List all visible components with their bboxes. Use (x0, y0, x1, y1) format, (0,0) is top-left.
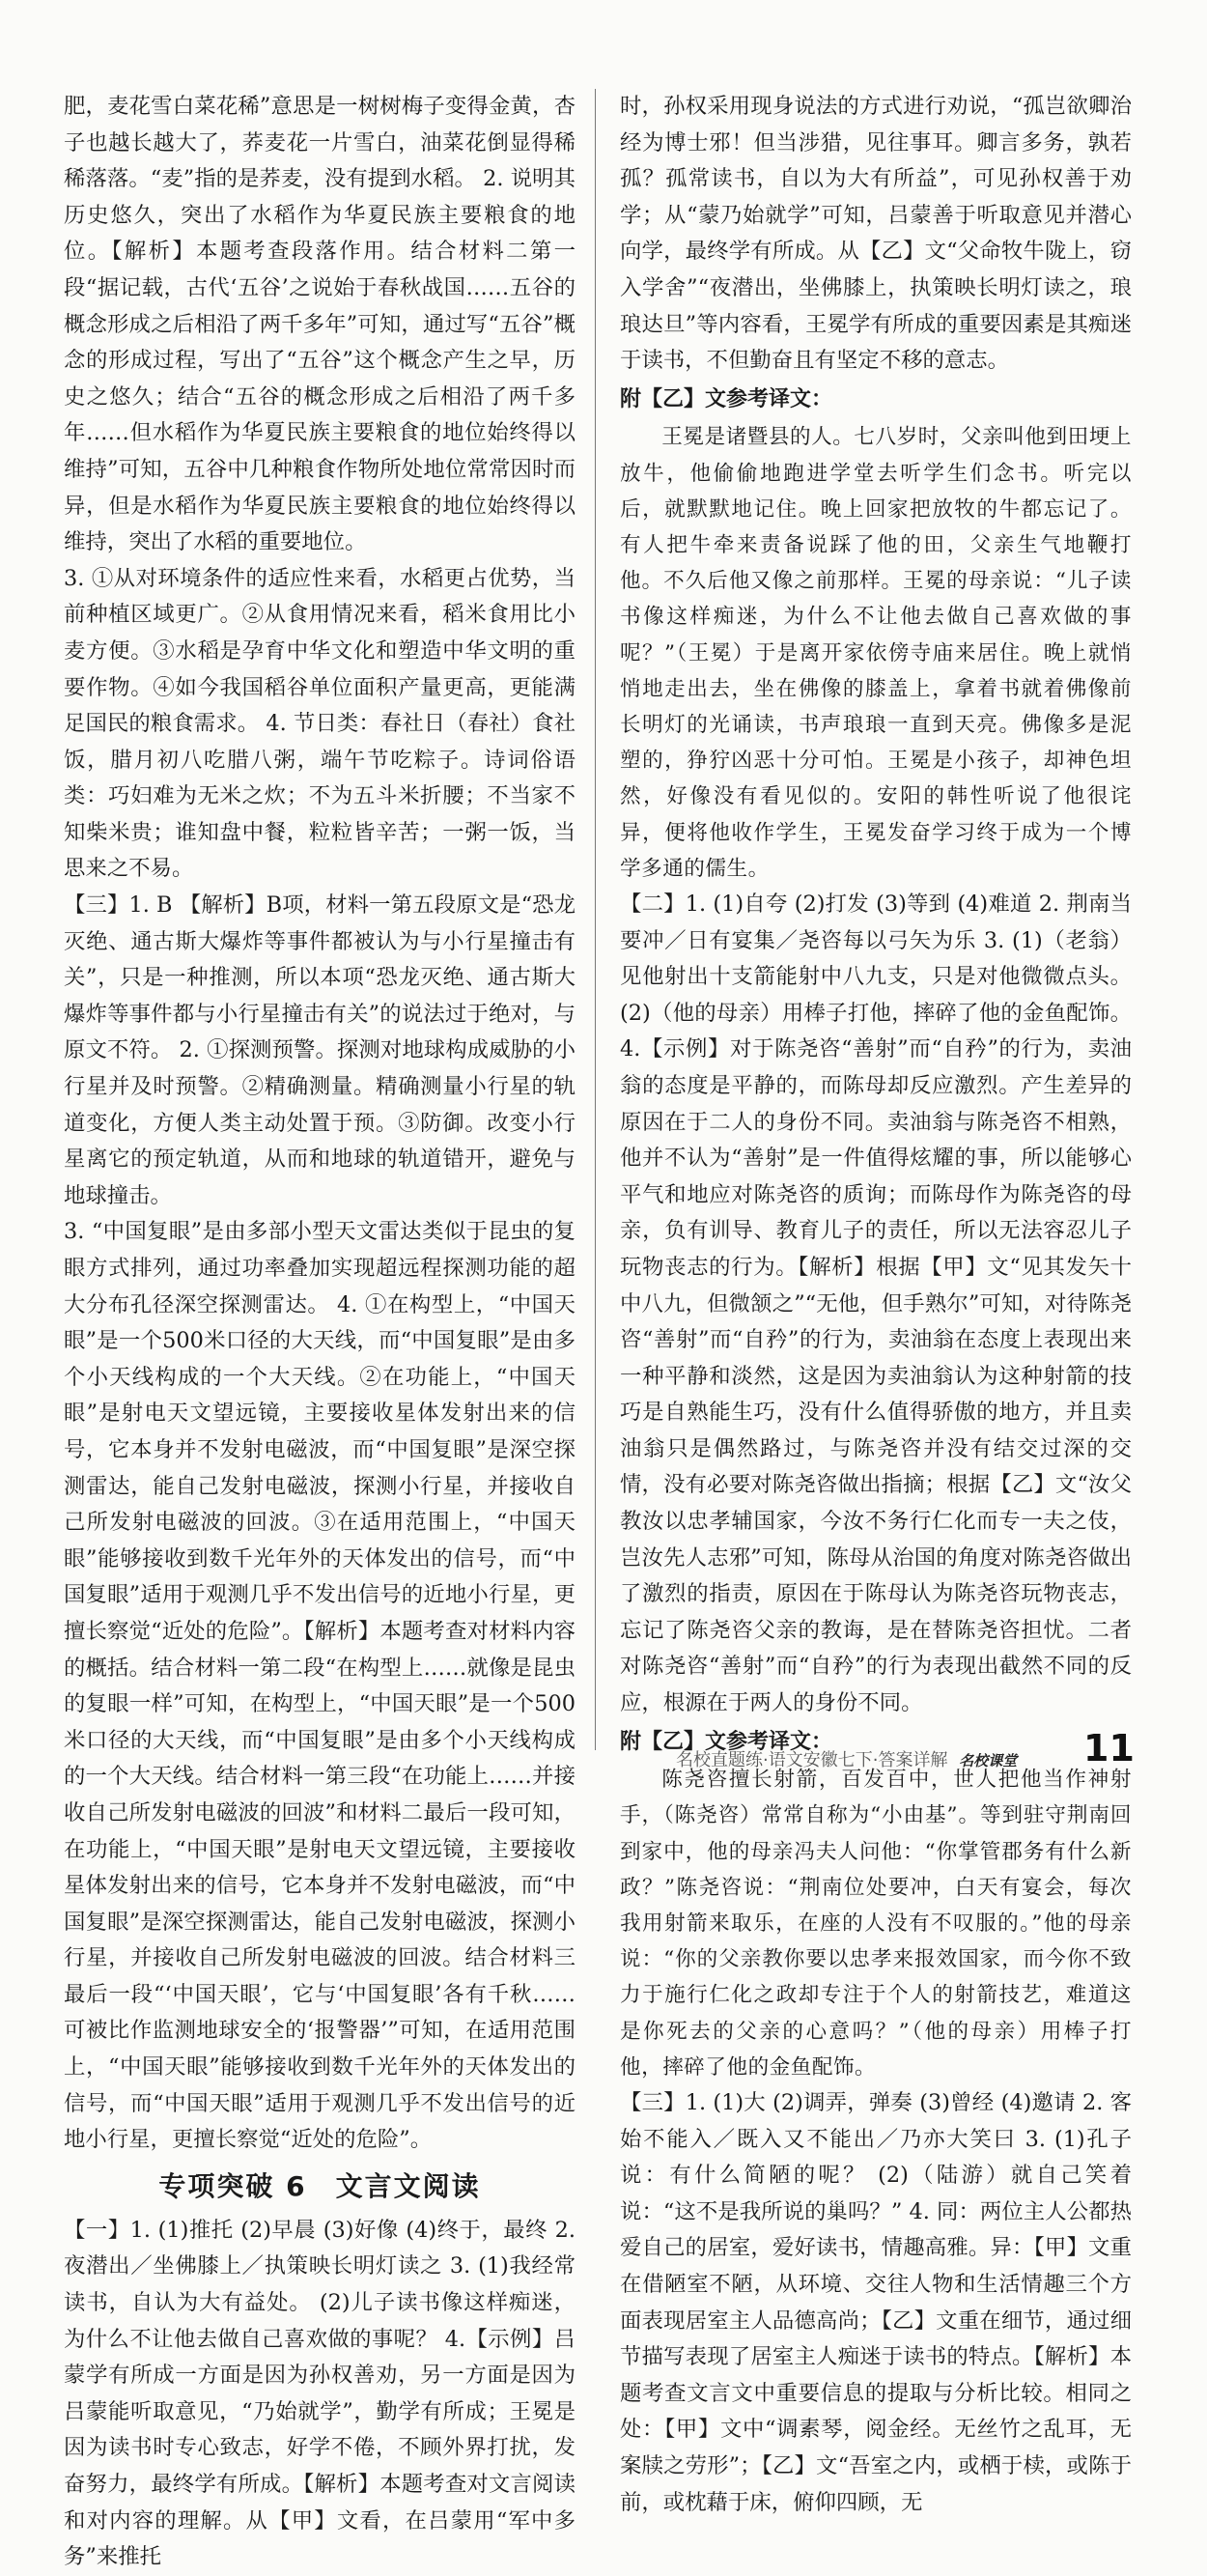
answer-paragraph: 【一】1. (1)推托 (2)早晨 (3)好像 (4)终于，最终 2. 夜潜出／坐佛膝上／执策映长明灯读之 3. (1)我经常读书，自认为大有益处。 (2)儿子读书像这样痴迷，为什么不让他去做自己喜欢做的事呢？ 4.【示例】吕蒙学有所成一方面是因为孙权善劝，另一方面是因为吕蒙能听取意见，“乃始就学”，勤学有所成；王冕是因为读书时专心致志，好学不倦，不顾外界打扰，发奋努力，最终学有所成。【解析】本题考查对文言阅读和对内容的理解。从【甲】文看，在吕蒙用“军中多务”来推托 (64, 2217, 575, 2570)
footer-brand: 名校课堂 (959, 1752, 1018, 1769)
footer-text: 名校直题练·语文安徽七下·答案详解 (676, 1750, 948, 1770)
answer-paragraph: 【三】1. B 【解析】B项，材料一第五段原文是“恐龙灭绝、通古斯大爆炸等事件都被认为与小行星撞击有关”，只是一种推测，所以本项“恐龙灭绝、通古斯大爆炸等事件都与小行星撞击有关”的说法过于绝对，与原文不符。 2. ①探测预警。探测对地球构成威胁的小行星并及时预警。②精确测量。精确测量小行星的轨道变化，方便人类主动处置于预。③防御。改变小行星离它的预定轨道，从而和地球的轨道错开，避免与地球撞击。 (64, 892, 575, 1208)
left-column (64, 89, 575, 2570)
answer-paragraph: 肥，麦花雪白菜花稀”意思是一树树梅子变得金黄，杏子也越长越大了，荞麦花一片雪白，油菜花倒显得稀稀落落。“麦”指的是荞麦，没有提到水稻。 2. 说明其历史悠久，突出了水稻作为华夏民族主要粮食的地位。【解析】本题考查段落作用。结合材料二第一段“据记载，古代‘五谷’之说始于春秋战国……五谷的概念形成之后相沿了两千多年”可知，通过写“五谷”概念的形成过程，写出了“五谷”这个概念产生之早，历史之悠久；结合“五谷的概念形成之后相沿了两千多年……但水稻作为华夏民族主要粮食的地位始终得以维持”可知，五谷中几种粮食作物所处地位常常因时而异，但是水稻作为华夏民族主要粮食的地位始终得以维持，突出了水稻的重要地位。 (64, 94, 575, 555)
answer-paragraph: 【二】1. (1)自夸 (2)打发 (3)等到 (4)难道 2. 荆南当要冲／日有宴集／尧咨每以弓矢为乐 3. (1)（老翁）见他射出十支箭能射中八九支，只是对他微微点头。 (2)（他的母亲）用棒子打他，摔碎了他的金鱼配饰。 4.【示例】对于陈尧咨“善射”而“自矜”的行为，卖油翁的态度是平静的，而陈母却反应激烈。产生差异的原因在于二人的身份不同。卖油翁与陈尧咨不相熟，他并不认为“善射”是一件值得炫耀的事，所以能够心平气和地应对陈尧咨的质询；而陈母作为陈尧咨的母亲，负有训导、教育儿子的责任，所以无法容忍儿子玩物丧志的行为。【解析】根据【甲】文“见其发矢十中八九，但微颔之”“无他，但手熟尔”可知，对待陈尧咨“善射”而“自矜”的行为，卖油翁在态度上表现出来一种平静和淡然，这是因为卖油翁认为这种射箭的技巧是自熟能生巧，没有什么值得骄傲的地方，并且卖油翁只是偶然路过，与陈尧咨并没有结交过深的交情，没有必要对陈尧咨做出指摘；根据【乙】文“汝父教汝以忠孝辅国家，今汝不务行仁化而专一夫之伎，岂汝先人志邪”可知，陈母从治国的角度对陈尧咨做出了激烈的指责，原因在于陈母认为陈尧咨玩物丧志，忘记了陈尧咨父亲的教诲，是在替陈尧咨担忧。二者对陈尧咨“善射”而“自矜”的行为表现出截然不同的反应，根源在于两人的身份不同。 (620, 891, 1132, 1716)
answer-paragraph: 【三】1. (1)大 (2)调弄，弹奏 (3)曾经 (4)邀请 2. 客始不能入／既入又不能出／乃亦大笑曰 3. (1)孔子说：有什么简陋的呢？ (2)（陆游）就自己笑着说：“这不是我所说的巢吗？” 4. 同：两位主人公都热爱自己的居室，爱好读书，情趣高雅。异：【甲】文重在借陋室不陋，从环境、交往人物和生活情趣三个方面表现居室主人品德高尚；【乙】文重在细节，通过细节描写表现了居室主人痴迷于读书的特点。【解析】本题考查文言文中重要信息的提取与分析比较。相同之处：【甲】文中“调素琴，阅金经。无丝竹之乱耳，无案牍之劳形”；【乙】文“吾室之内，或栖于椟，或陈于前，或枕藉于床，俯仰四顾，无 (620, 2090, 1132, 2515)
translation-paragraph: 王冕是诸暨县的人。七八岁时，父亲叫他到田埂上放牛，他偷偷地跑进学堂去听学生们念书。听完以后，就默默地记住。晚上回家把放牧的牛都忘记了。有人把牛牵来责备说踩了他的田，父亲生气地鞭打他。不久后他又像之前那样。王冕的母亲说：“儿子读书像这样痴迷，为什么不让他去做自己喜欢做的事呢？”（王冕）于是离开家依傍寺庙来居住。晚上就悄悄地走出去，坐在佛像的膝盖上，拿着书就着佛像前长明灯的光诵读，书声琅琅一直到天亮。佛像多是泥塑的，狰狞凶恶十分可怕。王冕是小孩子，却神色坦然，好像没有看见似的。安阳的韩性听说了他很诧异，便将他收作学生，王冕发奋学习终于成为一个博学多通的儒生。 (620, 425, 1132, 881)
translation-heading: 附【乙】文参考译文： (620, 1729, 833, 1754)
translation-heading: 附【乙】文参考译文： (620, 386, 833, 411)
answer-paragraph: 3. “中国复眼”是由多部小型天文雷达类似于昆虫的复眼方式排列，通过功率叠加实现超远程探测功能的超大分布孔径深空探测雷达。 4. ①在构型上，“中国天眼”是一个500米口径的大天线，而“中国复眼”是由多个小天线构成的一个大天线。②在功能上，“中国天眼”是射电天文望远镜，主要接收星体发射出来的信号，它本身并不发射电磁波，而“中国复眼”是深空探测雷达，能自己发射电磁波，探测小行星，并接收自己所发射电磁波的回波。③在适用范围上，“中国天眼”能够接收到数千光年外的天体发出的信号，而“中国复眼”适用于观测几乎不发出信号的近地小行星，更擅长察觉“近处的危险”。【解析】本题考查对材料内容的概括。结合材料一第二段“在构型上……就像是昆虫的复眼一样”可知，在构型上，“中国天眼”是一个500米口径的大天线，而“中国复眼”是由多个小天线构成的一个大天线。结合材料一第三段“在功能上……并接收自己所发射电磁波的回波”和材料二最后一段可知，在功能上，“中国天眼”是射电天文望远镜，主要接收星体发射出来的信号，它本身并不发射电磁波，而“中国复眼”是深空探测雷达，能自己发射电磁波，探测小行星，并接收自己所发射电磁波的回波。结合材料三最后一段“‘中国天眼’，它与‘中国复眼’各有千秋……可被比作监测地球安全的‘报警器’”可知，在适用范围上，“中国天眼”能够接收到数千光年外的天体发出的信号，而“中国天眼”适用于观测几乎不发出信号的近地小行星，更擅长察觉“近处的危险”。 (64, 1219, 575, 2153)
page-number: 11 (1083, 1727, 1135, 1769)
right-column (620, 89, 1132, 2515)
column-divider (595, 89, 596, 1750)
answer-paragraph: 3. ①从对环境条件的适应性来看，水稻更占优势，当前种植区域更广。②从食用情况来看，稻米食用比小麦方便。③水稻是孕育中华文化和塑造中华文明的重要作物。④如今我国稻谷单位面积产量更高，更能满足国民的粮食需求。 4. 节日类：春社日（春社）食社饭，腊月初八吃腊八粥，端午节吃粽子。诗词俗语类：巧妇难为无米之炊；不为五斗米折腰；不当家不知柴米贵；谁知盘中餐，粒粒皆辛苦；一粥一饭，当思来之不易。 (64, 565, 575, 882)
page-footer (676, 1746, 1017, 1771)
translation-paragraph: 陈尧咨擅长射箭，百发百中，世人把他当作神射手，（陈尧咨）常常自称为“小由基”。等到驻守荆南回到家中，他的母亲冯夫人问他：“你掌管郡务有什么新政？”陈尧咨说：“荆南位处要冲，白天有宴会，每次我用射箭来取乐，在座的人没有不叹服的。”他的母亲说：“你的父亲教你要以忠孝来报效国家，而今你不致力于施行仁化之政却专注于个人的射箭技艺，难道这是你死去的父亲的心意吗？”（他的母亲）用棒子打他，摔碎了他的金鱼配饰。 (620, 1768, 1132, 2080)
section-title: 专项突破 6 文言文阅读 (158, 2169, 481, 2202)
answer-paragraph: 时，孙权采用现身说法的方式进行劝说，“孤岂欲卿治经为博士邪！但当涉猎，见往事耳。卿言多务，孰若孤？孤常读书，自以为大有所益”，可见孙权善于劝学；从“蒙乃始就学”可知，吕蒙善于听取意见并潜心向学，最终学有所成。从【乙】文“父命牧牛陇上，窃入学舍”“夜潜出，坐佛膝上，执策映长明灯读之，琅琅达旦”等内容看，王冕学有所成的重要因素是其痴迷于读书，不但勤奋且有坚定不移的意志。 (620, 94, 1132, 374)
